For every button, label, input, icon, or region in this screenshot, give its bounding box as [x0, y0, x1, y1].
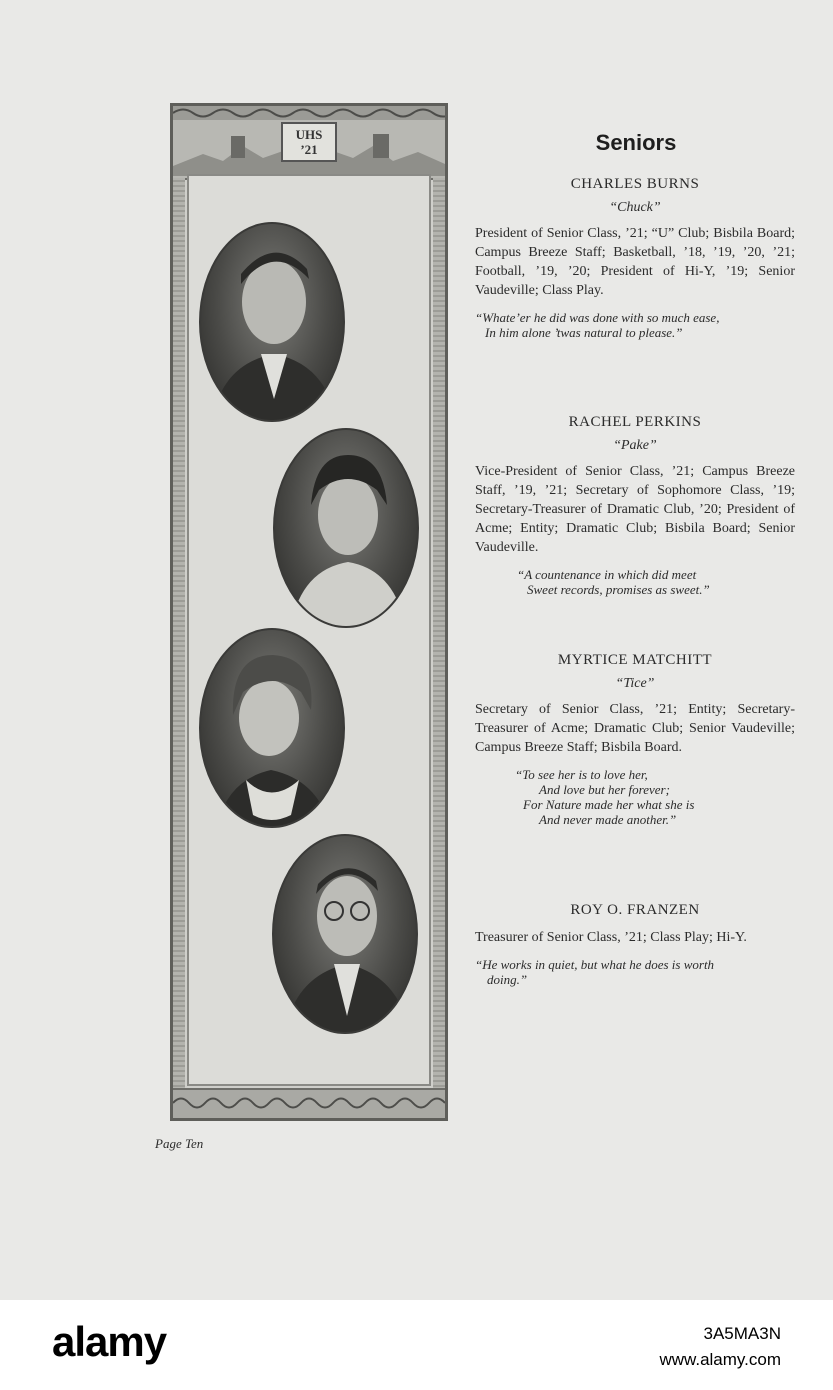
quote-line: “A countenance in which did meet: [517, 567, 697, 582]
quote-line: Sweet records, promises as sweet.”: [527, 582, 710, 597]
student-quote: [475, 567, 795, 597]
quote-line: “To see her is to love her,: [515, 767, 648, 782]
image-code: 3A5MA3N: [703, 1324, 781, 1343]
quote-line: And love but her forever;: [539, 782, 670, 797]
student-activities: Secretary of Senior Class, ’21; Entity; Secretary-Treasurer of Acme; Dramatic Club; Senior Vaudeville; Campus Breeze Staff; Bisbila Board.: [475, 702, 795, 755]
student-nickname: “Tice”: [615, 676, 655, 691]
quote-line: “He works in quiet, but what he does is worth: [475, 957, 715, 972]
panel-left-border: [173, 178, 185, 1090]
quote-line: For Nature made her what she is: [523, 797, 695, 812]
quote-line: doing.”: [487, 972, 528, 987]
page-number: Page Ten: [155, 1136, 204, 1151]
quote-line: In him alone ’twas natural to please.”: [485, 325, 683, 340]
panel-right-border: [433, 178, 445, 1090]
student-activities: President of Senior Class, ’21; “U” Club; Bisbila Board; Campus Breeze Staff; Basketball, ’18, ’19, ’20, ’21; Football, ’19, ’20; President of Hi-Y, ’19; Senior Vaudeville; Class Play.: [475, 226, 795, 298]
portrait-rachel-perkins: [273, 428, 419, 628]
quote-line: And never made another.”: [539, 812, 677, 827]
entry-myrtice-matchitt: [475, 652, 795, 827]
student-name: ROY O. FRANZEN: [570, 902, 700, 918]
portrait-myrtice-matchitt: [199, 628, 345, 828]
student-activities: Vice-President of Senior Class, ’21; Campus Breeze Staff, ’19, ’21; Secretary of Sophomore Class, ’19; Secretary-Treasurer of Dramatic Club, ’20; President of Acme; Entity; Dramatic Club; Bisbila Board; Senior Vaudeville.: [475, 464, 795, 555]
student-quote: [475, 310, 795, 340]
watermark-site: www.alamy.com: [659, 1350, 781, 1369]
panel-header-ornament: [173, 106, 445, 180]
student-quote: [475, 957, 795, 987]
entry-charles-burns: [475, 176, 795, 340]
student-name: CHARLES BURNS: [570, 176, 700, 192]
student-nickname: “Pake”: [613, 438, 657, 453]
entry-roy-franzen: [475, 902, 795, 987]
student-name: RACHEL PERKINS: [568, 414, 702, 430]
student-activities: Treasurer of Senior Class, ’21; Class Play; Hi-Y.: [475, 930, 747, 945]
student-nickname: “Chuck”: [609, 200, 661, 215]
student-name: MYRTICE MATCHITT: [557, 652, 713, 668]
student-quote: [475, 767, 795, 827]
alamy-logo: alamy: [52, 1318, 167, 1365]
portrait-charles-burns: [199, 222, 345, 422]
panel-footer-ornament: [173, 1088, 445, 1118]
page-title: Seniors: [595, 130, 677, 155]
crest-line-1: UHS: [295, 127, 323, 142]
portrait-roy-franzen: [272, 834, 418, 1034]
entry-rachel-perkins: [475, 414, 795, 597]
uhs-crest: [281, 122, 337, 162]
crest-line-2: ’21: [300, 142, 318, 157]
quote-line: “Whate’er he did was done with so much ease,: [475, 310, 720, 325]
